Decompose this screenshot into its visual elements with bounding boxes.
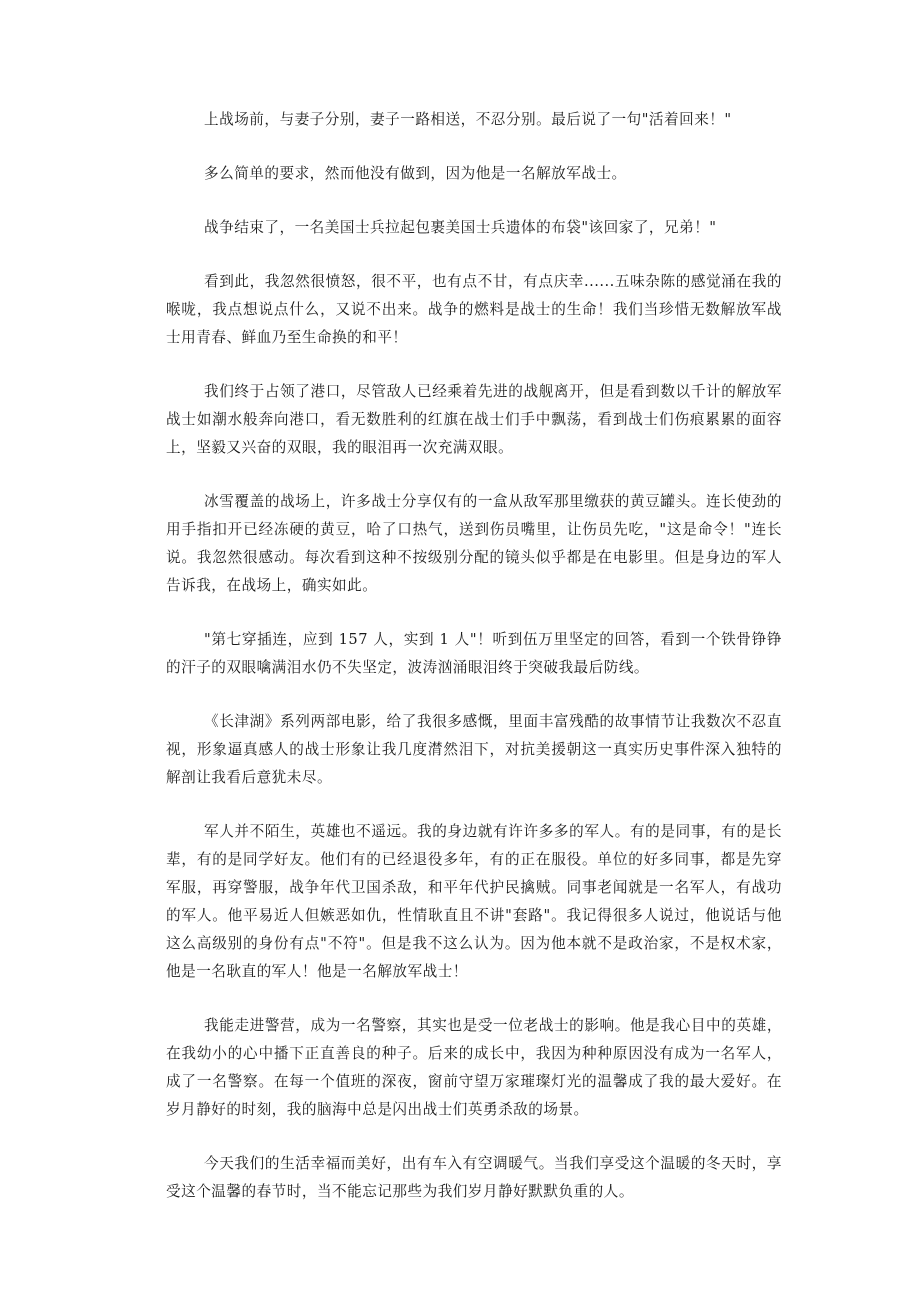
paragraph-11: 今天我们的生活幸福而美好，出有车入有空调暖气。当我们享受这个温暖的冬天时，享受这个温馨的春节时，当不能忘记那些为我们岁月静好默默负重的人。	[166, 1155, 782, 1200]
paragraph-5: 我们终于占领了港口，尽管敌人已经乘着先进的战舰离开，但是看到数以千计的解放军战士如潮水般奔向港口，看无数胜利的红旗在战士们手中飘荡，看到战士们伤痕累累的面容上，坚毅又兴奋的双眼，我的眼泪再一次充满双眼。	[166, 383, 782, 456]
paragraph-9: 军人并不陌生，英雄也不遥远。我的身边就有许许多多的军人。有的是同事，有的是长辈，有的是同学好友。他们有的已经退役多年，有的正在服役。单位的好多同事，都是先穿军服，再穿警服，战争年代卫国杀敌，和平年代护民擒贼。同事老闻就是一名军人，有战功的军人。他平易近人但嫉恶如仇，性情耿直且不讲"套路"。我记得很多人说过，他说话与他这么高级别的身份有点"不符"。但是我不这么认为。因为他本就不是政治家，不是权术家，他是一名耿直的军人！他是一名解放军战士！	[166, 823, 782, 980]
paragraph-10: 我能走进警营，成为一名警察，其实也是受一位老战士的影响。他是我心目中的英雄，在我幼小的心中播下正直善良的种子。后来的成长中，我因为种种原因没有成为一名军人，成了一名警察。在每一个值班的深夜，窗前守望万家璀璨灯光的温馨成了我的最大爱好。在岁月静好的时刻，我的脑海中总是闪出战士们英勇杀敌的场景。	[166, 1017, 782, 1118]
paragraph-7: "第七穿插连，应到 157 人，实到 1 人"！听到伍万里坚定的回答，看到一个铁骨铮铮的汗子的双眼噙满泪水仍不失坚定，波涛汹涌眼泪终于突破我最后防线。	[166, 631, 782, 676]
paragraph-8: 《长津湖》系列两部电影，给了我很多感慨，里面丰富残酷的故事情节让我数次不忍直视，形象逼真感人的战士形象让我几度潸然泪下，对抗美援朝这一真实历史事件深入独特的解剖让我看后意犹未尽。	[166, 713, 782, 786]
paragraph-4: 看到此，我忽然很愤怒，很不平，也有点不甘，有点庆幸......五味杂陈的感觉涌在我的喉咙，我点想说点什么，又说不出来。战争的燃料是战士的生命！我们当珍惜无数解放军战士用青春、鲜血乃至生命换的和平！	[166, 273, 782, 346]
paragraph-2: 多么简单的要求，然而他没有做到，因为他是一名解放军战士。	[204, 165, 627, 182]
article-body	[166, 106, 782, 1232]
paragraph-1: 上战场前，与妻子分别，妻子一路相送，不忍分别。最后说了一句"活着回来！"	[204, 111, 732, 128]
paragraph-3: 战争结束了，一名美国士兵拉起包裹美国士兵遗体的布袋"该回家了，兄弟！"	[204, 219, 717, 236]
paragraph-6: 冰雪覆盖的战场上，许多战士分享仅有的一盒从敌军那里缴获的黄豆罐头。连长使劲的用手指扣开已经冻硬的黄豆，哈了口热气，送到伤员嘴里，让伤员先吃，"这是命令！"连长说。我忽然很感动。每次看到这种不按级别分配的镜头似乎都是在电影里。但是身边的军人告诉我，在战场上，确实如此。	[166, 493, 782, 594]
